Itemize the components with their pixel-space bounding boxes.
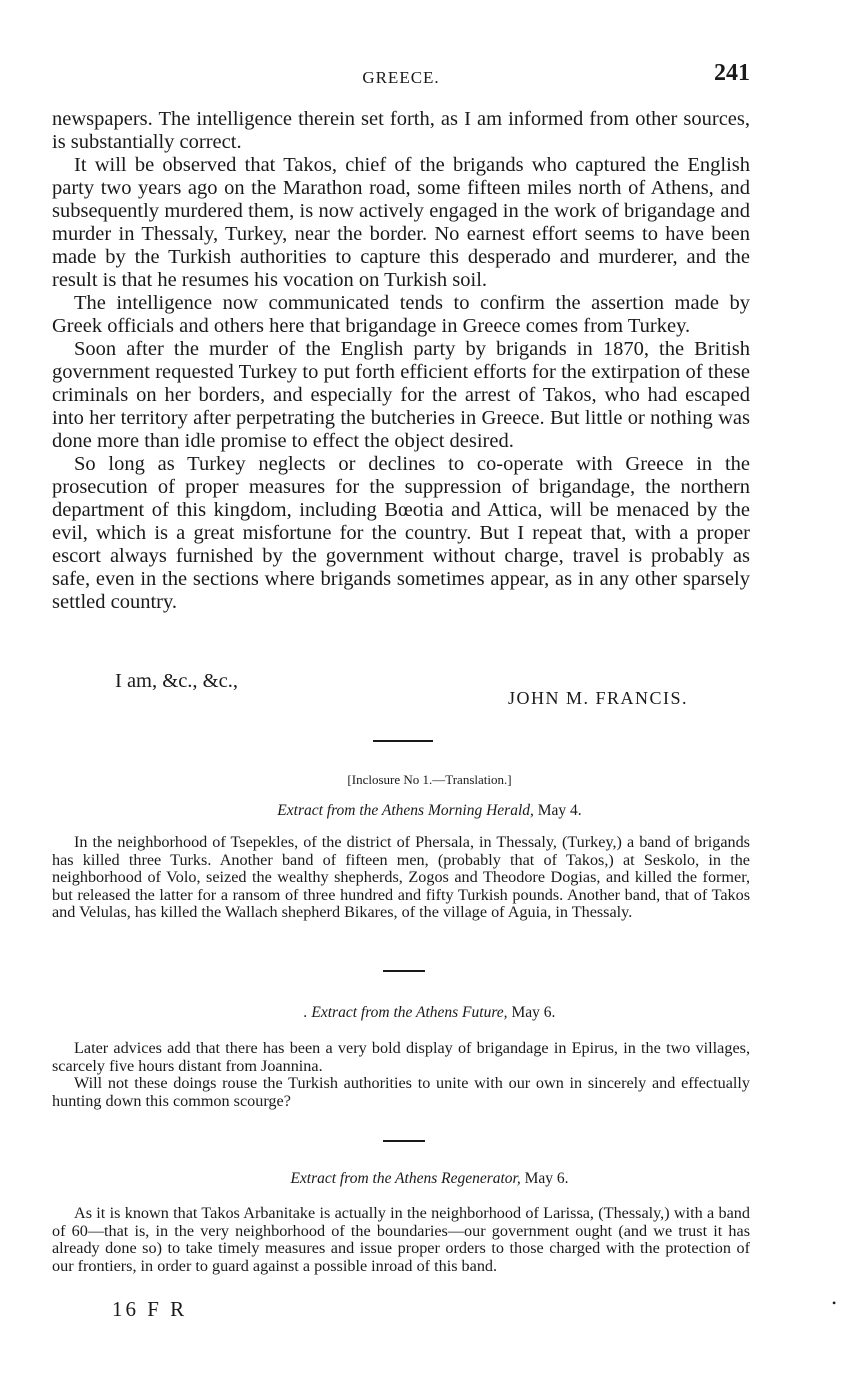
inclosure-heading: [Inclosure No 1.—Translation.] [347, 772, 512, 787]
extract-title [0, 1004, 859, 1022]
section-divider [383, 1140, 425, 1142]
ink-speck: • [832, 1296, 837, 1310]
letter-body [52, 108, 750, 614]
extract-body [52, 834, 750, 922]
extract-paragraph: Later advices add that there has been a very bold display of brigandage in Epirus, in the two villages, scarcely five hours distant from Joannina. [52, 1039, 750, 1075]
letter-paragraph: The intelligence now communicated tends to confirm the assertion made by Greek officials and others here that brigandage in Greece comes from Turkey. [52, 292, 750, 337]
extract-source: Extract from the Athens Morning Herald, [277, 802, 534, 819]
running-head: GREECE. [362, 68, 440, 87]
extract-paragraph: In the neighborhood of Tsepekles, of the district of Phersala, in Thessaly, (Turkey,) a band of brigands has killed three Turks. Another band of fifteen men, (probably that of Takos,) at Seskolo, in the neighborhood of Volo, seized the wealthy shepherds, Zogos and Theodore Dogias, and killed the former, but released the latter for a ransom of three hundred and fifty Turkish pounds. Another band, that of Takos and Velulas, has killed the Wallach shepherd Bikares, of the village of Aguia, in Thessaly. [52, 833, 750, 921]
extract-source: . Extract from the Athens Future, [303, 1004, 508, 1021]
section-divider [373, 740, 433, 742]
extract-title [0, 802, 859, 820]
letter-paragraph: So long as Turkey neglects or declines to co-operate with Greece in the prosecution of proper measures for the suppression of brigandage, the northern department of this kingdom, including Bœotia and Attica, will be menaced by the evil, which is a great misfortune for the country. But I repeat that, with a proper escort always furnished by the government without charge, travel is probably as safe, even in the sections where brigands sometimes appear, as in any other sparsely settled country. [52, 453, 750, 613]
extract-paragraph: Will not these doings rouse the Turkish authorities to unite with our own in sincerely and effectually hunting down this common scourge? [52, 1074, 750, 1110]
extract-paragraph: As it is known that Takos Arbanitake is actually in the neighborhood of Larissa, (Thessaly,) with a band of 60—that is, in the very neighborhood of the boundaries—our government ought (and we trust it has already done so) to take timely measures and issue proper orders to those charged with the protection of our frontiers, in order to guard against a possible inroad of this band. [52, 1204, 750, 1275]
letter-closing: I am, &c., &c., [115, 670, 238, 692]
signature-mark: 16 F R [112, 1297, 188, 1321]
page-number: 241 [714, 60, 750, 86]
extract-body [52, 1205, 750, 1275]
section-divider [383, 970, 425, 972]
extract-date: May 6. [524, 1170, 569, 1187]
letter-signature: JOHN M. FRANCIS. [508, 688, 689, 708]
extract-source: Extract from the Athens Regenerator, [290, 1170, 521, 1187]
extract-date: May 4. [537, 802, 582, 819]
extract-title [0, 1170, 859, 1188]
letter-paragraph: It will be observed that Takos, chief of the brigands who captured the English party two years ago on the Marathon road, some fifteen miles north of Athens, and subsequently murdered them, is now actively engaged in the work of brigandage and murder in Thessaly, Turkey, near the border. No earnest effort seems to have been made by the Turkish authorities to capture this desperado and murderer, and the result is that he resumes his vocation on Turkish soil. [52, 154, 750, 291]
letter-paragraph: Soon after the murder of the English party by brigands in 1870, the British government requested Turkey to put forth efficient efforts for the extirpation of these criminals on her borders, and especially for the arrest of Takos, who had escaped into her territory after perpetrating the butcheries in Greece. But little or nothing was done more than idle promise to effect the object desired. [52, 338, 750, 452]
letter-paragraph: newspapers. The intelligence therein set forth, as I am informed from other sources, is substantially correct. [52, 108, 750, 153]
page-header [52, 58, 750, 92]
extract-date: May 6. [511, 1004, 556, 1021]
extract-body [52, 1040, 750, 1110]
